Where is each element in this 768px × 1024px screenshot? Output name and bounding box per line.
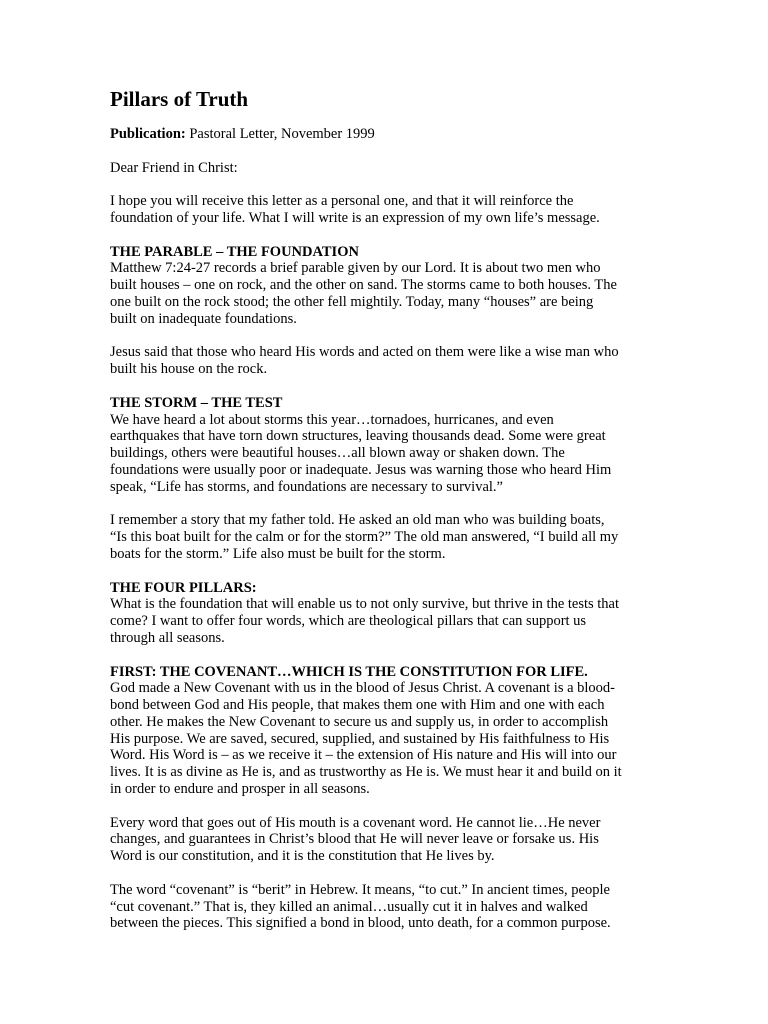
paragraph (110, 395, 656, 496)
paragraph-line: speak, “Life has storms, and foundations are necessary to survival.” (110, 478, 503, 495)
document-page (110, 86, 656, 949)
paragraph (110, 193, 656, 227)
paragraph-line: built his house on the rock. (110, 361, 268, 378)
paragraph-line: Word is our constitution, and it is the constitution that He lives by. (110, 848, 495, 865)
paragraph-line: built houses – one on rock, and the other on sand. The storms came to both houses. The (110, 277, 617, 294)
paragraph (110, 344, 656, 378)
paragraph (110, 580, 656, 647)
paragraph-line: through all seasons. (110, 629, 225, 646)
paragraph-line: We have heard a lot about storms this year…tornadoes, hurricanes, and even (110, 411, 554, 428)
paragraph (110, 882, 656, 932)
publication-line (110, 126, 656, 143)
section-heading: THE FOUR PILLARS: (110, 579, 257, 596)
paragraph-line: The word “covenant” is “berit” in Hebrew. It means, “to cut.” In ancient times, people (110, 881, 610, 898)
paragraph (110, 664, 656, 798)
section-heading: THE STORM – THE TEST (110, 394, 283, 411)
paragraph-line: lives. It is as divine as He is, and as trustworthy as He is. We must hear it and build on it (110, 764, 622, 781)
paragraph-line: built on inadequate foundations. (110, 310, 297, 327)
paragraph-line: foundation of your life. What I will write is an expression of my own life’s message. (110, 209, 600, 226)
letter-body (110, 193, 656, 932)
paragraph-line: boats for the storm.” Life also must be built for the storm. (110, 545, 446, 562)
paragraph-line: His purpose. We are saved, secured, supplied, and sustained by His faithfulness to His (110, 730, 610, 747)
paragraph-line: come? I want to offer four words, which are theological pillars that can support us (110, 613, 587, 630)
paragraph-line: I hope you will receive this letter as a personal one, and that it will reinforce the (110, 193, 574, 210)
paragraph (110, 512, 656, 562)
salutation: Dear Friend in Christ: (110, 159, 238, 176)
paragraph-line: buildings, others were beautiful houses…all blown away or shaken down. The (110, 445, 565, 462)
paragraph-line: God made a New Covenant with us in the blood of Jesus Christ. A covenant is a blood- (110, 680, 616, 697)
section-heading: FIRST: THE COVENANT…WHICH IS THE CONSTITUTION FOR LIFE. (110, 663, 588, 680)
paragraph-line: foundations were usually poor or inadequate. Jesus was warning those who heard Him (110, 461, 612, 478)
paragraph-line: I remember a story that my father told. He asked an old man who was building boats, (110, 512, 605, 529)
paragraph-line: bond between God and His people, that makes them one with Him and one with each (110, 697, 605, 714)
publication-value: Pastoral Letter, November 1999 (189, 126, 375, 142)
document-title: Pillars of Truth (110, 87, 249, 111)
paragraph-line: What is the foundation that will enable us to not only survive, but thrive in the tests that (110, 596, 620, 613)
paragraph (110, 815, 656, 865)
section-heading: THE PARABLE – THE FOUNDATION (110, 243, 359, 260)
paragraph-line: Every word that goes out of His mouth is a covenant word. He cannot lie…He never (110, 814, 601, 831)
paragraph (110, 244, 656, 328)
paragraph-line: other. He makes the New Covenant to secure us and supply us, in order to accomplish (110, 713, 609, 730)
paragraph-line: one built on the rock stood; the other fell mightily. Today, many “houses” are being (110, 293, 594, 310)
publication-label: Publication: (110, 126, 186, 142)
paragraph-line: earthquakes that have torn down structures, leaving thousands dead. Some were great (110, 428, 606, 445)
paragraph-line: in order to endure and prosper in all seasons. (110, 781, 370, 798)
paragraph-line: Word. His Word is – as we receive it – the extension of His nature and His will into our (110, 747, 617, 764)
paragraph-line: Matthew 7:24-27 records a brief parable given by our Lord. It is about two men who (110, 260, 601, 277)
paragraph-line: “Is this boat built for the calm or for the storm?” The old man answered, “I build all my (110, 529, 619, 546)
paragraph-line: “cut covenant.” That is, they killed an animal…usually cut it in halves and walked (110, 898, 588, 915)
paragraph-line: changes, and guarantees in Christ’s blood that He will never leave or forsake us. His (110, 831, 599, 848)
paragraph-line: between the pieces. This signified a bond in blood, unto death, for a common purpose. (110, 915, 611, 932)
paragraph-line: Jesus said that those who heard His words and acted on them were like a wise man who (110, 344, 619, 361)
